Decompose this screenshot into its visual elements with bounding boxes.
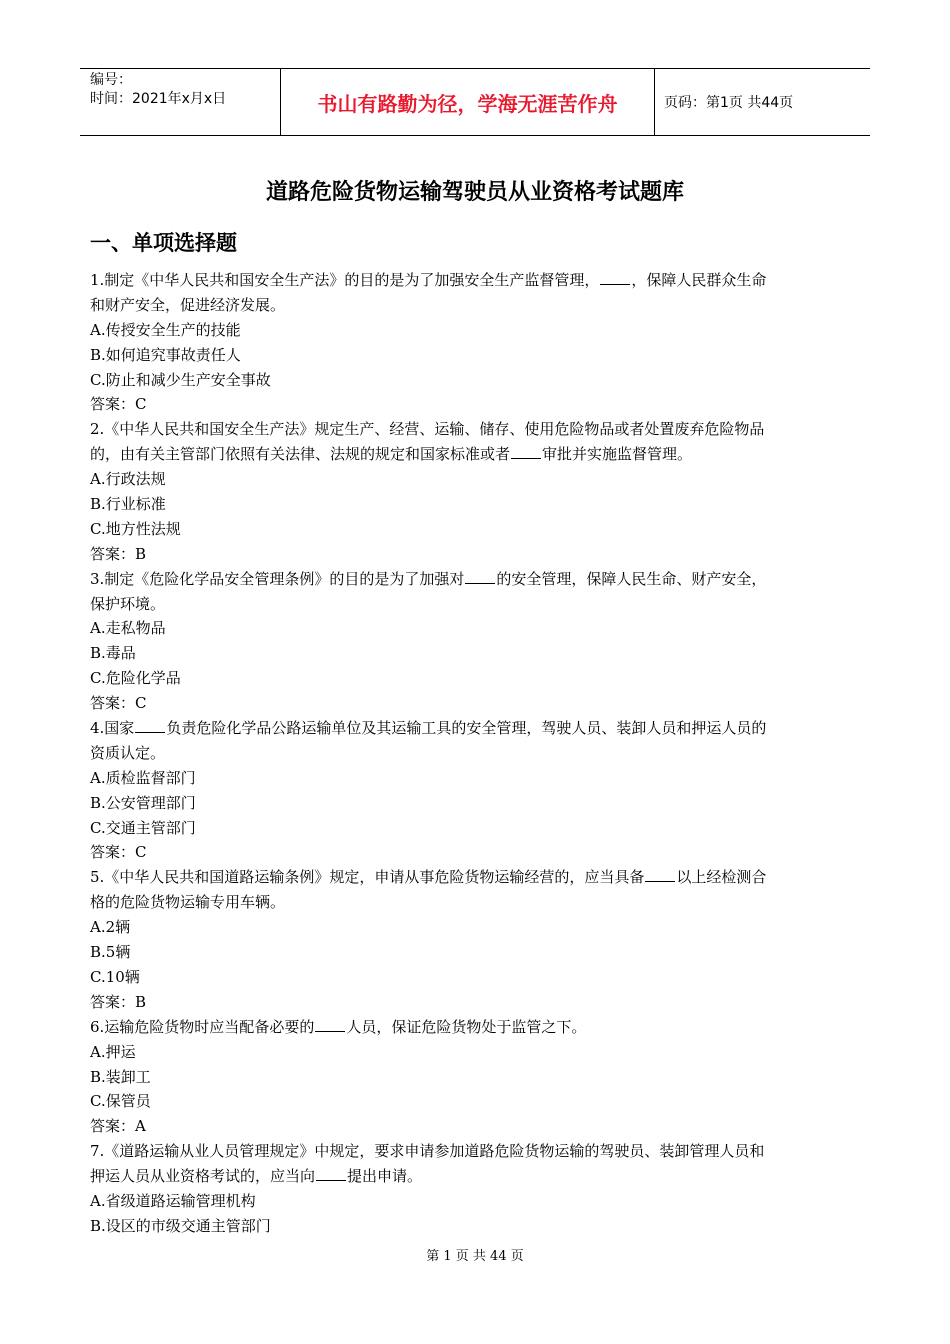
header-table [80,68,870,136]
text-line [90,616,855,641]
text-line [90,691,855,716]
text-line [90,791,855,816]
text-line [90,840,855,865]
header-motto: 书山有路勤为径，学海无涯苦作舟 [317,91,618,116]
line-text: 答案：C [90,843,147,862]
text-line [90,293,855,318]
line-text: 答案：B [90,544,147,563]
text-line [90,1164,855,1189]
text-line [90,368,855,393]
line-text: 人员，保证危险货物处于监管之下。 [346,1017,587,1036]
text-line [90,467,855,492]
line-text: 的，由有关主管部门依照有关法律、法规的规定和国家标准或者 [90,445,511,464]
fill-in-blank [645,867,675,882]
text-line [90,940,855,965]
text-line [90,1065,855,1090]
line-text: 答案：C [90,694,147,713]
text-line [90,542,855,567]
line-text: A.押运 [90,1042,136,1061]
line-text: 审批并实施监督管理。 [542,445,693,464]
line-text: C.地方性法规 [90,519,181,538]
text-line [90,442,855,467]
text-line [90,965,855,990]
text-line [90,417,855,442]
text-line [90,318,855,343]
line-text: B.行业标准 [90,495,166,514]
line-text: 保护环境。 [90,594,166,613]
line-text: C.交通主管部门 [90,818,196,837]
line-text: 和财产安全，促进经济发展。 [90,295,286,314]
line-text: B.毒品 [90,644,136,663]
text-line [90,1114,855,1139]
text-line [90,268,855,293]
line-text: B.设区的市级交通主管部门 [90,1216,271,1235]
line-text: 4.国家 [90,719,135,738]
line-text: 5.《中华人民共和国道路运输条例》规定，申请从事危险货物运输经营的，应当具备 [90,868,645,887]
line-text: A.行政法规 [90,470,166,489]
header-meta [80,69,280,135]
text-line [90,1189,855,1214]
line-text: A.质检监督部门 [90,768,196,787]
line-text: 提出申请。 [347,1167,423,1186]
text-line [90,666,855,691]
fill-in-blank [315,1017,345,1032]
line-text: C.保管员 [90,1092,151,1111]
line-text: 格的危险货物运输专用车辆。 [90,893,286,912]
line-text: 以上经检测合 [676,868,767,887]
fill-in-blank [600,270,630,285]
text-line [90,816,855,841]
line-text: 的安全管理，保障人民生命、财产安全， [496,569,767,588]
text-line [90,766,855,791]
fill-in-blank [511,444,541,459]
text-line [90,392,855,417]
header-page-info: 页码：第1页 共44页 [664,95,794,111]
text-line [90,915,855,940]
line-text: 押运人员从业资格考试的，应当向 [90,1167,316,1186]
text-line [90,641,855,666]
text-line [90,890,855,915]
line-text: 资质认定。 [90,743,166,762]
line-text: 答案：B [90,992,147,1011]
line-text: A.2辆 [90,918,131,937]
fill-in-blank [135,718,165,733]
text-line [90,492,855,517]
text-line [90,343,855,368]
section-heading: 一、单项选择题 [90,231,237,255]
line-text: C.防止和减少生产安全事故 [90,370,271,389]
line-text: 答案：A [90,1117,146,1136]
text-line [90,741,855,766]
document-title: 道路危险货物运输驾驶员从业资格考试题库 [265,180,684,205]
line-text: B.5辆 [90,943,131,962]
line-text: ，保障人民群众生命 [631,271,767,289]
text-line [90,865,855,890]
line-text: C.10辆 [90,967,140,986]
line-text: A.省级道路运输管理机构 [90,1191,256,1210]
fill-in-blank [316,1166,346,1181]
line-text: 2.《中华人民共和国安全生产法》规定生产、经营、运输、储存、使用危险物品或者处置废弃危险物品 [90,420,765,439]
line-text: 7.《道路运输从业人员管理规定》中规定，要求申请参加道路危险货物运输的驾驶员、装卸管理人员和 [90,1142,765,1161]
fill-in-blank [465,569,495,584]
header-divider [654,69,655,135]
text-line [90,1214,855,1239]
line-text: 1.制定《中华人民共和国安全生产法》的目的是为了加强安全生产监督管理， [90,271,600,289]
line-text: A.走私物品 [90,619,166,638]
line-text: B.如何追究事故责任人 [90,345,241,364]
line-text: 3.制定《危险化学品安全管理条例》的目的是为了加强对 [90,569,465,588]
text-line [90,567,855,592]
line-text: B.公安管理部门 [90,793,196,812]
text-line [90,1089,855,1114]
text-line [90,990,855,1015]
text-line [90,1139,855,1164]
line-text: 答案：C [90,395,147,414]
page-footer: 第 1 页 共 44 页 [426,1249,524,1264]
text-line [90,1040,855,1065]
text-line [90,1015,855,1040]
line-text: A.传授安全生产的技能 [90,320,241,339]
line-text: B.装卸工 [90,1067,151,1086]
line-text: 负责危险化学品公路运输单位及其运输工具的安全管理，驾驶人员、装卸人员和押运人员的 [166,719,767,738]
line-text: C.危险化学品 [90,669,181,688]
text-line [90,716,855,741]
line-text: 6.运输危险货物时应当配备必要的 [90,1017,315,1036]
text-line [90,517,855,542]
number-label: 编号： [90,72,132,88]
date-label: 时间：2021年x月x日 [90,91,227,107]
text-line [90,592,855,617]
question-list [90,268,855,1239]
